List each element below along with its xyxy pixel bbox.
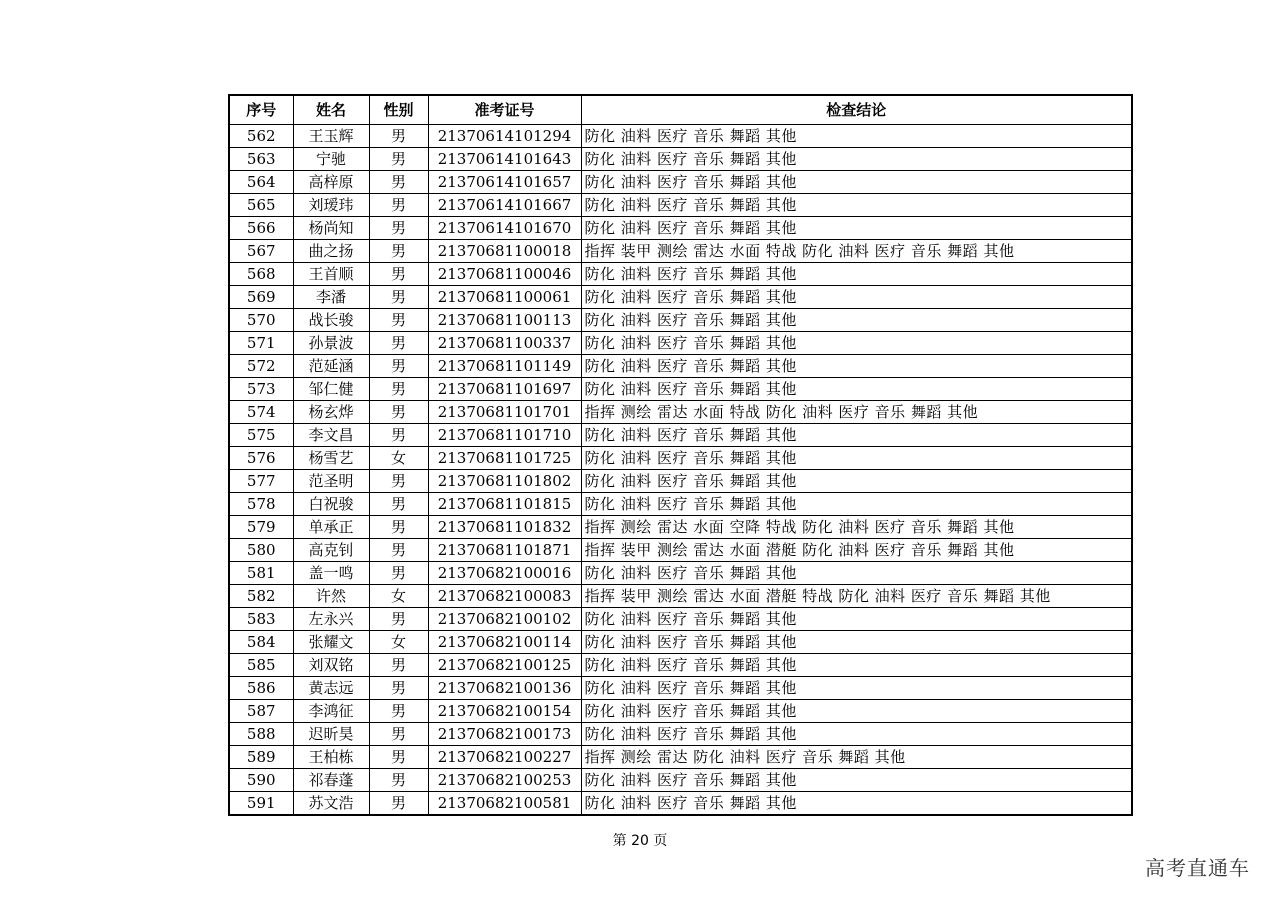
cell-exam-id: 21370681101710 — [428, 424, 581, 447]
cell-exam-id: 21370682100016 — [428, 562, 581, 585]
cell-sex: 男 — [369, 401, 428, 424]
cell-result: 防化 油料 医疗 音乐 舞蹈 其他 — [581, 447, 1132, 470]
cell-serial-no: 590 — [229, 769, 293, 792]
cell-exam-id: 21370681101815 — [428, 493, 581, 516]
cell-sex: 女 — [369, 631, 428, 654]
cell-exam-id: 21370681101725 — [428, 447, 581, 470]
table-row — [229, 171, 1132, 194]
cell-name: 曲之扬 — [293, 240, 369, 263]
cell-serial-no: 576 — [229, 447, 293, 470]
cell-serial-no: 571 — [229, 332, 293, 355]
cell-result: 防化 油料 医疗 音乐 舞蹈 其他 — [581, 194, 1132, 217]
cell-result: 防化 油料 医疗 音乐 舞蹈 其他 — [581, 608, 1132, 631]
cell-serial-no: 563 — [229, 148, 293, 171]
cell-name: 杨雪艺 — [293, 447, 369, 470]
cell-result: 防化 油料 医疗 音乐 舞蹈 其他 — [581, 677, 1132, 700]
cell-serial-no: 574 — [229, 401, 293, 424]
table-row — [229, 332, 1132, 355]
cell-name: 杨尚知 — [293, 217, 369, 240]
table-row — [229, 470, 1132, 493]
table-row — [229, 447, 1132, 470]
cell-sex: 男 — [369, 424, 428, 447]
cell-result: 防化 油料 医疗 音乐 舞蹈 其他 — [581, 171, 1132, 194]
cell-result: 防化 油料 医疗 音乐 舞蹈 其他 — [581, 631, 1132, 654]
cell-serial-no: 568 — [229, 263, 293, 286]
table-row — [229, 516, 1132, 539]
table-body — [229, 125, 1132, 816]
cell-sex: 男 — [369, 746, 428, 769]
cell-result: 指挥 装甲 测绘 雷达 水面 特战 防化 油料 医疗 音乐 舞蹈 其他 — [581, 240, 1132, 263]
table-row — [229, 654, 1132, 677]
page-number: 第 20 页 — [612, 833, 668, 849]
table-row — [229, 539, 1132, 562]
cell-serial-no: 565 — [229, 194, 293, 217]
table-row — [229, 355, 1132, 378]
cell-exam-id: 21370681100061 — [428, 286, 581, 309]
cell-name: 刘双铭 — [293, 654, 369, 677]
cell-exam-id: 21370614101657 — [428, 171, 581, 194]
cell-serial-no: 575 — [229, 424, 293, 447]
cell-result: 防化 油料 医疗 音乐 舞蹈 其他 — [581, 217, 1132, 240]
cell-result: 防化 油料 医疗 音乐 舞蹈 其他 — [581, 286, 1132, 309]
cell-serial-no: 591 — [229, 792, 293, 816]
cell-result: 防化 油料 医疗 音乐 舞蹈 其他 — [581, 378, 1132, 401]
cell-result: 指挥 测绘 雷达 防化 油料 医疗 音乐 舞蹈 其他 — [581, 746, 1132, 769]
table-header-row — [229, 95, 1132, 125]
cell-name: 范延涵 — [293, 355, 369, 378]
cell-exam-id: 21370681101871 — [428, 539, 581, 562]
cell-sex: 男 — [369, 171, 428, 194]
table-row — [229, 792, 1132, 816]
cell-serial-no: 586 — [229, 677, 293, 700]
cell-sex: 男 — [369, 286, 428, 309]
cell-sex: 男 — [369, 516, 428, 539]
cell-exam-id: 21370682100136 — [428, 677, 581, 700]
cell-sex: 男 — [369, 355, 428, 378]
cell-serial-no: 583 — [229, 608, 293, 631]
table-row — [229, 240, 1132, 263]
cell-exam-id: 21370614101667 — [428, 194, 581, 217]
cell-name: 高梓原 — [293, 171, 369, 194]
table-row — [229, 263, 1132, 286]
header-serial-no: 序号 — [229, 95, 293, 125]
cell-sex: 男 — [369, 240, 428, 263]
cell-exam-id: 21370682100253 — [428, 769, 581, 792]
table-row — [229, 194, 1132, 217]
results-table — [228, 94, 1133, 816]
cell-exam-id: 21370682100227 — [428, 746, 581, 769]
cell-sex: 男 — [369, 792, 428, 816]
cell-sex: 男 — [369, 677, 428, 700]
header-exam-id: 准考证号 — [428, 95, 581, 125]
cell-result: 防化 油料 医疗 音乐 舞蹈 其他 — [581, 424, 1132, 447]
cell-name: 王柏栋 — [293, 746, 369, 769]
cell-name: 战长骏 — [293, 309, 369, 332]
cell-name: 高克钊 — [293, 539, 369, 562]
cell-serial-no: 582 — [229, 585, 293, 608]
header-name: 姓名 — [293, 95, 369, 125]
cell-sex: 男 — [369, 263, 428, 286]
cell-sex: 男 — [369, 654, 428, 677]
cell-name: 苏文浩 — [293, 792, 369, 816]
cell-sex: 男 — [369, 769, 428, 792]
cell-serial-no: 585 — [229, 654, 293, 677]
table-row — [229, 125, 1132, 148]
cell-serial-no: 589 — [229, 746, 293, 769]
cell-serial-no: 578 — [229, 493, 293, 516]
cell-sex: 女 — [369, 447, 428, 470]
cell-serial-no: 567 — [229, 240, 293, 263]
table-row — [229, 286, 1132, 309]
cell-name: 范圣明 — [293, 470, 369, 493]
cell-sex: 男 — [369, 125, 428, 148]
cell-exam-id: 21370614101294 — [428, 125, 581, 148]
cell-result: 防化 油料 医疗 音乐 舞蹈 其他 — [581, 309, 1132, 332]
cell-name: 祁春蓬 — [293, 769, 369, 792]
table-row — [229, 608, 1132, 631]
table-row — [229, 746, 1132, 769]
cell-serial-no: 577 — [229, 470, 293, 493]
cell-serial-no: 587 — [229, 700, 293, 723]
table-row — [229, 677, 1132, 700]
cell-serial-no: 581 — [229, 562, 293, 585]
cell-name: 王首顺 — [293, 263, 369, 286]
cell-serial-no: 569 — [229, 286, 293, 309]
cell-name: 许然 — [293, 585, 369, 608]
cell-result: 防化 油料 医疗 音乐 舞蹈 其他 — [581, 493, 1132, 516]
table-row — [229, 148, 1132, 171]
cell-serial-no: 588 — [229, 723, 293, 746]
cell-sex: 男 — [369, 470, 428, 493]
table-row — [229, 562, 1132, 585]
cell-serial-no: 562 — [229, 125, 293, 148]
cell-exam-id: 21370682100173 — [428, 723, 581, 746]
cell-result: 防化 油料 医疗 音乐 舞蹈 其他 — [581, 723, 1132, 746]
cell-result: 防化 油料 医疗 音乐 舞蹈 其他 — [581, 148, 1132, 171]
cell-name: 单承正 — [293, 516, 369, 539]
table-row — [229, 723, 1132, 746]
cell-sex: 男 — [369, 378, 428, 401]
cell-result: 指挥 装甲 测绘 雷达 水面 潜艇 特战 防化 油料 医疗 音乐 舞蹈 其他 — [581, 585, 1132, 608]
table-row — [229, 401, 1132, 424]
cell-name: 邹仁健 — [293, 378, 369, 401]
table-row — [229, 769, 1132, 792]
cell-exam-id: 21370681101701 — [428, 401, 581, 424]
table-row — [229, 700, 1132, 723]
cell-sex: 男 — [369, 608, 428, 631]
cell-exam-id: 21370681101802 — [428, 470, 581, 493]
cell-name: 李文昌 — [293, 424, 369, 447]
cell-name: 刘瑷玮 — [293, 194, 369, 217]
table-row — [229, 217, 1132, 240]
cell-exam-id: 21370681101832 — [428, 516, 581, 539]
table-row — [229, 585, 1132, 608]
cell-result: 防化 油料 医疗 音乐 舞蹈 其他 — [581, 792, 1132, 816]
cell-exam-id: 21370681101149 — [428, 355, 581, 378]
cell-serial-no: 584 — [229, 631, 293, 654]
cell-sex: 男 — [369, 194, 428, 217]
cell-exam-id: 21370681100046 — [428, 263, 581, 286]
cell-exam-id: 21370614101670 — [428, 217, 581, 240]
cell-exam-id: 21370682100114 — [428, 631, 581, 654]
table-row — [229, 631, 1132, 654]
cell-name: 盖一鸣 — [293, 562, 369, 585]
cell-result: 防化 油料 医疗 音乐 舞蹈 其他 — [581, 562, 1132, 585]
cell-name: 白祝骏 — [293, 493, 369, 516]
cell-name: 李鸿征 — [293, 700, 369, 723]
cell-name: 宁驰 — [293, 148, 369, 171]
cell-name: 迟昕昊 — [293, 723, 369, 746]
cell-exam-id: 21370682100102 — [428, 608, 581, 631]
cell-exam-id: 21370682100154 — [428, 700, 581, 723]
cell-sex: 男 — [369, 539, 428, 562]
cell-name: 杨玄烨 — [293, 401, 369, 424]
cell-sex: 男 — [369, 700, 428, 723]
cell-exam-id: 21370681101697 — [428, 378, 581, 401]
cell-sex: 女 — [369, 585, 428, 608]
cell-name: 王玉辉 — [293, 125, 369, 148]
cell-result: 指挥 测绘 雷达 水面 特战 防化 油料 医疗 音乐 舞蹈 其他 — [581, 401, 1132, 424]
cell-serial-no: 564 — [229, 171, 293, 194]
cell-result: 防化 油料 医疗 音乐 舞蹈 其他 — [581, 654, 1132, 677]
cell-serial-no: 570 — [229, 309, 293, 332]
cell-serial-no: 566 — [229, 217, 293, 240]
cell-result: 防化 油料 医疗 音乐 舞蹈 其他 — [581, 769, 1132, 792]
cell-exam-id: 21370681100113 — [428, 309, 581, 332]
cell-name: 李潘 — [293, 286, 369, 309]
cell-result: 防化 油料 医疗 音乐 舞蹈 其他 — [581, 355, 1132, 378]
cell-name: 张耀文 — [293, 631, 369, 654]
table-row — [229, 424, 1132, 447]
table-row — [229, 493, 1132, 516]
cell-result: 指挥 装甲 测绘 雷达 水面 潜艇 防化 油料 医疗 音乐 舞蹈 其他 — [581, 539, 1132, 562]
cell-result: 防化 油料 医疗 音乐 舞蹈 其他 — [581, 470, 1132, 493]
cell-sex: 男 — [369, 309, 428, 332]
cell-sex: 男 — [369, 562, 428, 585]
cell-name: 黄志远 — [293, 677, 369, 700]
cell-exam-id: 21370682100581 — [428, 792, 581, 816]
table-row — [229, 309, 1132, 332]
cell-serial-no: 572 — [229, 355, 293, 378]
cell-sex: 男 — [369, 493, 428, 516]
table-row — [229, 378, 1132, 401]
cell-result: 指挥 测绘 雷达 水面 空降 特战 防化 油料 医疗 音乐 舞蹈 其他 — [581, 516, 1132, 539]
cell-sex: 男 — [369, 723, 428, 746]
cell-serial-no: 579 — [229, 516, 293, 539]
header-result: 检查结论 — [581, 95, 1132, 125]
cell-serial-no: 580 — [229, 539, 293, 562]
cell-sex: 男 — [369, 148, 428, 171]
cell-result: 防化 油料 医疗 音乐 舞蹈 其他 — [581, 700, 1132, 723]
cell-exam-id: 21370682100083 — [428, 585, 581, 608]
cell-sex: 男 — [369, 332, 428, 355]
header-sex: 性别 — [369, 95, 428, 125]
watermark-logo: 高考直通车 — [1145, 856, 1250, 880]
cell-name: 孙景波 — [293, 332, 369, 355]
cell-result: 防化 油料 医疗 音乐 舞蹈 其他 — [581, 125, 1132, 148]
cell-exam-id: 21370681100337 — [428, 332, 581, 355]
cell-exam-id: 21370614101643 — [428, 148, 581, 171]
cell-result: 防化 油料 医疗 音乐 舞蹈 其他 — [581, 263, 1132, 286]
cell-result: 防化 油料 医疗 音乐 舞蹈 其他 — [581, 332, 1132, 355]
cell-exam-id: 21370681100018 — [428, 240, 581, 263]
cell-name: 左永兴 — [293, 608, 369, 631]
cell-exam-id: 21370682100125 — [428, 654, 581, 677]
cell-sex: 男 — [369, 217, 428, 240]
cell-serial-no: 573 — [229, 378, 293, 401]
